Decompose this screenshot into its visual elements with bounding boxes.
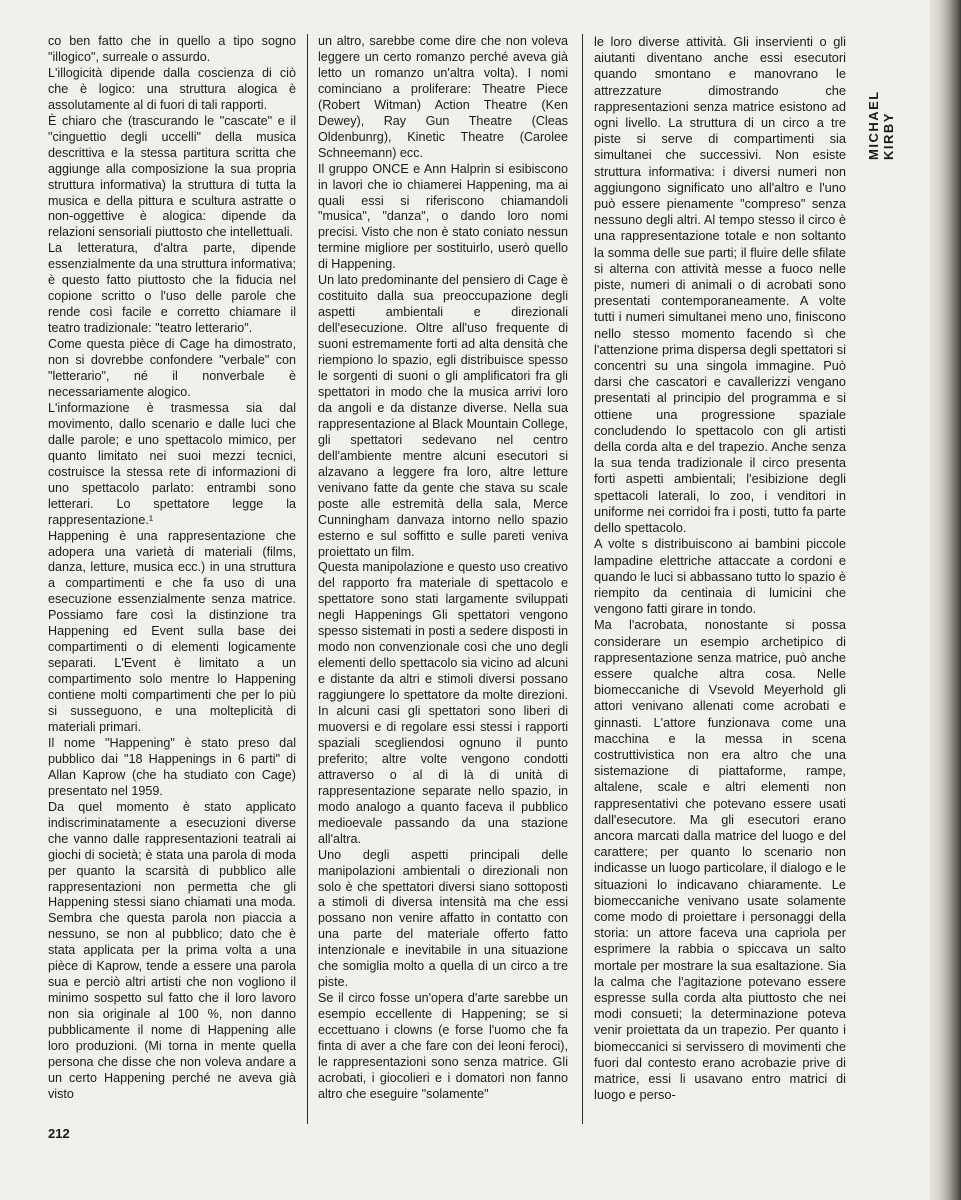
column-divider [307, 34, 308, 1124]
paragraph: un altro, sarebbe come dire che non voleva leggere un certo romanzo perché aveva già letto un romanzo un'altra volta). I nomi cominciano a proliferare: Theatre Piece (Robert Witman) Action Theatre (Ken Dewey), Ray Gun Theatre (Cleas Oldenbunrg), Kinetic Theatre (Carolee Schneemann) ecc. [318, 34, 568, 160]
book-spine-gutter [930, 0, 961, 1200]
paragraph: Il nome "Happening" è stato preso dal pubblico dai "18 Happenings in 6 parti" di Allan Kaprow (che ha studiato con Cage) presentato nel 1959. [48, 735, 296, 798]
paragraph: co ben fatto che in quello a tipo sogno "illogico", surreale o assurdo. [48, 34, 296, 64]
paragraph: Se il circo fosse un'opera d'arte sarebbe un esempio eccellente di Happening; se si eccettuano i clowns (e forse l'uomo che fa finta di aver a che fare con dei leoni feroci), le rappresentazioni sono senza matrice. Gli acrobati, i giocolieri e i domatori non fanno altro che eseguire "solamente" [318, 991, 568, 1101]
paragraph: Da quel momento è stato applicato indiscriminatamente a esecuzioni diverse che vanno dalle rappresentazioni teatrali ai giochi di società; è stata una parola di moda per quanto la scarsità di pubblico alle rappresentazioni non permetta che gli Happening stessi siano chiamati una moda. Sembra che questa parola non piaccia a nessuno, se non al pubblico; dato che è stata applicata per la prima volta a una pièce di Kaprow, tende a essere una parola sua e perciò altri artisti che non vogliono il minimo sospetto sul fatto che il loro lavoro non sia originale al 100 %, non danno pubblicamente il nome di Happening alle loro produzioni. (Mi torna in mente quella persona che disse che non voleva andare a un certo Happening perché ne aveva già visto [48, 799, 296, 1101]
text-column-2 [318, 34, 568, 1103]
paragraph: L'informazione è trasmessa sia dal movimento, dallo scenario e dalle luci che dalle parole; e uno spettacolo mimico, per quanto limitato nei suoi mezzi tecnici, costruisce la stessa rete di informazioni di uno spettacolo parlato: entrambi sono letterari. Lo spettatore legge la rappresentazione.¹ [48, 400, 296, 527]
paragraph: Happening è una rappresentazione che adopera una varietà di materiali (films, danza, letture, musica ecc.) in una struttura a compartimenti e che fa uso di una esecuzione essenzialmente senza matrice. Possiamo fare così la distinzione tra Happening ed Event sulla base dei compartimenti o di elementi logicamente separati. L'Event è limitato a un compartimento solo mentre lo Happening contiene molti compartimenti che per lo più si susseguono, e una molteplicità di materiali primari. [48, 528, 296, 734]
paragraph: È chiaro che (trascurando le "cascate" e il "cinguettio degli uccelli" della musica descrittiva e la stessa partitura scritta che aggiunge alla composizione la sua propria struttura informativa) la struttura di tutta la musica e della pittura e scultura astratte o non-oggettive è alogica: dipende da relazioni sensoriali piuttosto che intellettuali. [48, 113, 296, 240]
paragraph: L'illogicità dipende dalla coscienza di ciò che è logico: una struttura alogica è assolutamente al di fuori di tali rapporti. [48, 65, 296, 112]
paragraph: Il gruppo ONCE e Ann Halprin si esibiscono in lavori che io chiamerei Happening, ma ai quali essi si riferiscono chiamandoli "musica", "danza", o dando loro nomi precisi. Visto che non è stato coniato nessun termine migliore per sostituirlo, userò quello di Happening. [318, 161, 568, 272]
paragraph: Questa manipolazione e questo uso creativo del rapporto fra materiale di spettacolo e spettatore sono stati largamente sviluppati negli Happenings Gli spettatori vengono spesso sistemati in posti a sedere disposti in modo non convenzionale così che uno degli elementi dello spettacolo sia vicino ad alcuni e distante da altri e stimoli diversi possano raggiungere lo spettatore da molte direzioni. In alcuni casi gli spettatori sono liberi di muoversi e di regolare essi stessi i rapporti spaziali scegliendosi ognuno il punto preferito; altre volte vengono condotti attraverso o al di là di unità di rappresentazione separate nello spazio, in modo analogo a quanto faceva il pubblico medioevale passando da una stazione all'altra. [318, 560, 568, 846]
paragraph: le loro diverse attività. Gli inservienti o gli aiutanti diventano anche essi esecutori quando smontano e manovrano le attrezzature dimostrando che rappresentazioni senza matrice esistono ad ogni livello. La struttura di un circo a tre piste si serve di compartimenti sia simultanei che successivi. Non esiste struttura informativa: i diversi numeri non aggiungono significato uno all'altro e l'uno può essere pienamente "compreso" senza nessuno degli altri. Al tempo stesso il circo è una rappresentazione totale e non soltanto la somma delle sue parti; il fluire delle sfilate si alterna con attività messe a fuoco nelle piste, numeri di animali o di acrobati sono presentati contemporaneamente. A volte tutti i numeri simultanei meno uno, finiscono nello stesso momento facendo sì che l'attenzione prima dispersa degli spettatori si concentri su una singola immagine. Può darsi che cascatori e cavallerizzi vengano presentati al principio del programma e si ottiene una progressione spaziale concludendo lo spettacolo con gli artisti della corda alta e del trapezio. Anche senza la sua tenda tradizionale il circo presenta forti aspetti ambientali; l'esibizione degli spettacoli laterali, lo zoo, i venditori in uniforme nei corridoi fra i posti, tutto fa parte dello spettacolo. [594, 34, 846, 536]
paragraph: Uno degli aspetti principali delle manipolazioni ambientali o direzionali non solo è che spettatori diversi siano sottoposti a stimoli di diversa intensità ma che essi possano non venire affatto in contatto con una parte del materiale offerto fatto intenzionale e inevitabile in una situazione che somiglia molto a quella di un circo a tre piste. [318, 847, 568, 990]
paragraph: Ma l'acrobata, nonostante si possa considerare un esempio archetipico di rappresentazione senza matrice, può anche essere qualche altra cosa. Nelle biomeccaniche di Vsevold Meyerhold gli attori venivano allenati come acrobati e ginnasti. L'attore funzionava come una macchina e la messa in scena costruttivistica non era altro che una sistemazione di piattaforme, rampe, altalene, scale e altri elementi non rappresentativi che potevano essere usati dall'esecutore. Ma gli esecutori erano ancora marcati dalla matrice del luogo e del carattere; per quanto lo scenario non indicasse un luogo particolare, il dialogo e le situazioni lo indicavano chiaramente. Le biomeccaniche venivano usate solamente come modo di proiettare i personaggi della storia: un attore faceva una capriola per esprimere la rabbia o spiccava un salto mortale per mostrare la sua esaltazione. Sia la calma che l'agitazione potevano essere espresse sulla corda alta piuttosto che nei modi consueti; la determinazione poteva venir proiettata da un trapezio. Per quanto i biomeccanici si servissero di movimenti che fuori dal contesto erano acrobazie prive di matrice, essi li usavano entro matrici di luogo e perso- [594, 617, 846, 1103]
text-column-1 [48, 34, 296, 1103]
author-running-head: MICHAEL KIRBY [866, 90, 896, 160]
paragraph: Come questa pièce di Cage ha dimostrato, non si dovrebbe confondere "verbale" con "letterario", né il nonverbale è necessariamente alogico. [48, 337, 296, 399]
column-divider [582, 34, 583, 1124]
page-number: 212 [48, 1126, 70, 1141]
text-column-3 [594, 34, 846, 1103]
paragraph: La letteratura, d'altra parte, dipende essenzialmente da una struttura informativa; è questo fatto piuttosto che la fiducia nel copione scritto o l'uso delle parole che rende così facile e corretto chiamare il teatro tradizionale: "teatro letterario". [48, 241, 296, 336]
paragraph: Un lato predominante del pensiero di Cage è costituito dalla sua preoccupazione degli aspetti ambientali e direzionali dell'esecuzione. Oltre all'uso frequente di suoni estremamente forti ad alta densità che riempiono lo spazio, egli distribuisce spesso le sorgenti di suoni o gli amplificatori fra gli spettatori in modo che la musica arrivi loro da angoli e da distanze diverse. Nella sua rappresentazione al Black Mountain College, gli spettatori sedevano nel centro dell'ambiente mentre alcuni esecutori si alzavano a leggere fra loro, altre letture venivano fatte da gente che stava su scale poste alle estremità della sala, Merce Cunningham danvaza intorno nello spazio esterno e sul soffitto e sulle pareti veniva proiettato un film. [318, 273, 568, 559]
paragraph: A volte s distribuiscono ai bambini piccole lampadine elettriche attaccate a cordoni e quando le luci si abbassano tutto lo spazio è riempito da centinaia di lumicini che vengono fatti girare in tondo. [594, 536, 846, 617]
